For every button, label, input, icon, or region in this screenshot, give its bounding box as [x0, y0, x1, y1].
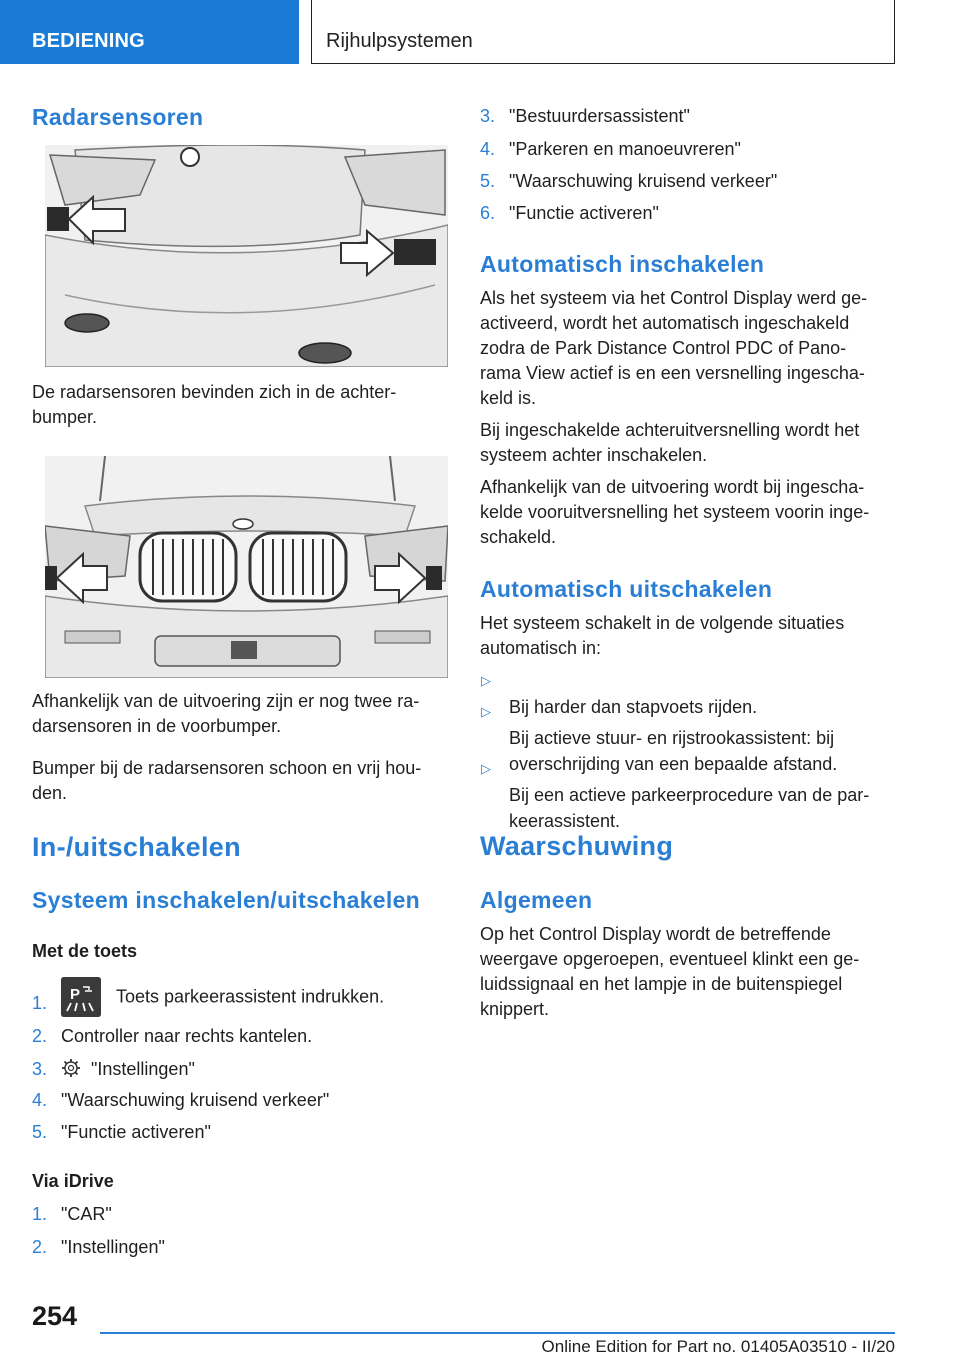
step-text: "Waarschuwing kruisend verkeer" — [61, 1090, 330, 1110]
auto-off-paragraph: Het systeem schakelt in de volgende situaties automatisch in: — [480, 613, 845, 658]
radar-heading: Radarsensoren — [32, 104, 204, 130]
list-item-text: Bij harder dan stapvoets rijden. — [509, 697, 758, 717]
auto-on-paragraph-3: Afhankelijk van de uitvoering wordt bij ingescha- kelde vooruitversnelling het systeem voorin inge- schakeld. — [480, 477, 870, 547]
step-text: "Bestuurdersassistent" — [509, 106, 690, 126]
step-number: 3. — [480, 106, 496, 126]
page-number: 254 — [32, 1301, 78, 1331]
warning-heading: Waarschuwing — [480, 831, 674, 861]
step-text: "Instellingen" — [91, 1059, 195, 1079]
caption-front-sensors: Afhankelijk van de uitvoering zijn er nog twee ra- darsensoren in de voorbumper. — [32, 691, 420, 736]
auto-on-heading: Automatisch inschakelen — [480, 251, 765, 277]
auto-on-paragraph-1: Als het systeem via het Control Display werd ge- activeerd, wordt het automatisch ingeschakeld zodra de Park Distance Control PDC of Pano- rama View actief is en een versnelling ingescha- keld is. — [480, 288, 868, 408]
list-item — [32, 1088, 450, 1113]
front-bumper-illustration — [45, 456, 448, 678]
list-item — [32, 1235, 450, 1260]
step-number: 3. — [32, 1059, 48, 1079]
list-item — [480, 137, 898, 162]
front-bumper-figure — [45, 456, 448, 678]
list-item — [32, 1024, 450, 1049]
auto-on-paragraph-2: Bij ingeschakelde achteruitversnelling wordt het systeem achter inschakelen. — [480, 420, 860, 465]
list-item — [32, 1202, 450, 1227]
list-item-text: Bij een actieve parkeerprocedure van de par- keerassistent. — [509, 785, 870, 831]
step-text: "Instellingen" — [61, 1237, 165, 1257]
footer-edition: Online Edition for Part no. 01405A03510 - II/20 — [541, 1337, 895, 1356]
step-number: 2. — [32, 1237, 48, 1257]
general-paragraph: Op het Control Display wordt de betreffende weergave opgeroepen, eventueel klinkt een ge- luidssignaal en het lampje in de buitenspiegel knippert. — [480, 924, 860, 1019]
triangle-bullet-icon: ▷ — [481, 704, 491, 719]
system-onoff-heading: Systeem inschakelen/uitschakelen — [32, 887, 421, 913]
step-number: 5. — [32, 1122, 48, 1142]
header-chapter-box — [311, 0, 895, 64]
step-text: Controller naar rechts kantelen. — [61, 1026, 313, 1046]
caption-clean-bumper: Bumper bij de radarsensoren schoon en vrij hou- den. — [32, 758, 422, 803]
list-item — [480, 169, 898, 194]
list-item — [480, 756, 900, 834]
auto-off-heading: Automatisch uitschakelen — [480, 576, 773, 602]
step-text: "CAR" — [61, 1204, 112, 1224]
header-chapter-label: Rijhulpsystemen — [326, 30, 473, 52]
general-heading: Algemeen — [480, 887, 593, 913]
step-text: "Functie activeren" — [61, 1122, 211, 1142]
step-text: "Parkeren en manoeuvreren" — [509, 139, 741, 159]
list-item — [32, 977, 450, 1023]
step-text: "Waarschuwing kruisend verkeer" — [509, 171, 778, 191]
list-item-text: Bij actieve stuur- en rijstrookassistent: bij overschrijding van een bepaalde afstand. — [509, 728, 838, 774]
svg-text:P: P — [70, 986, 81, 1003]
step-number: 4. — [32, 1090, 48, 1110]
rear-bumper-illustration — [45, 145, 448, 367]
list-item — [32, 1120, 450, 1145]
step-text: Toets parkeerassistent indrukken. — [116, 986, 385, 1007]
step-text: "Functie activeren" — [509, 203, 659, 223]
parking-assistant-button-icon — [61, 977, 101, 1017]
step-number: 1. — [32, 1204, 48, 1224]
caption-rear-sensors: De radarsensoren bevinden zich in de achter- bumper. — [32, 382, 397, 427]
triangle-bullet-icon: ▷ — [481, 761, 491, 776]
idrive-label: Via iDrive — [32, 1171, 114, 1191]
step-number: 5. — [480, 171, 496, 191]
onoff-heading: In-/uitschakelen — [32, 832, 241, 862]
key-label: Met de toets — [32, 941, 138, 961]
list-item — [480, 104, 898, 129]
step-number: 2. — [32, 1026, 48, 1046]
header-section-label: BEDIENING — [32, 30, 145, 52]
triangle-bullet-icon: ▷ — [481, 673, 491, 688]
list-item — [480, 201, 898, 226]
header-section-tab — [0, 0, 299, 64]
step-number: 6. — [480, 203, 496, 223]
gear-icon — [61, 1058, 81, 1078]
step-number: 4. — [480, 139, 496, 159]
rear-bumper-figure — [45, 145, 448, 367]
step-number: 1. — [32, 993, 48, 1013]
list-item — [32, 1057, 450, 1082]
footer-divider — [100, 1332, 895, 1334]
